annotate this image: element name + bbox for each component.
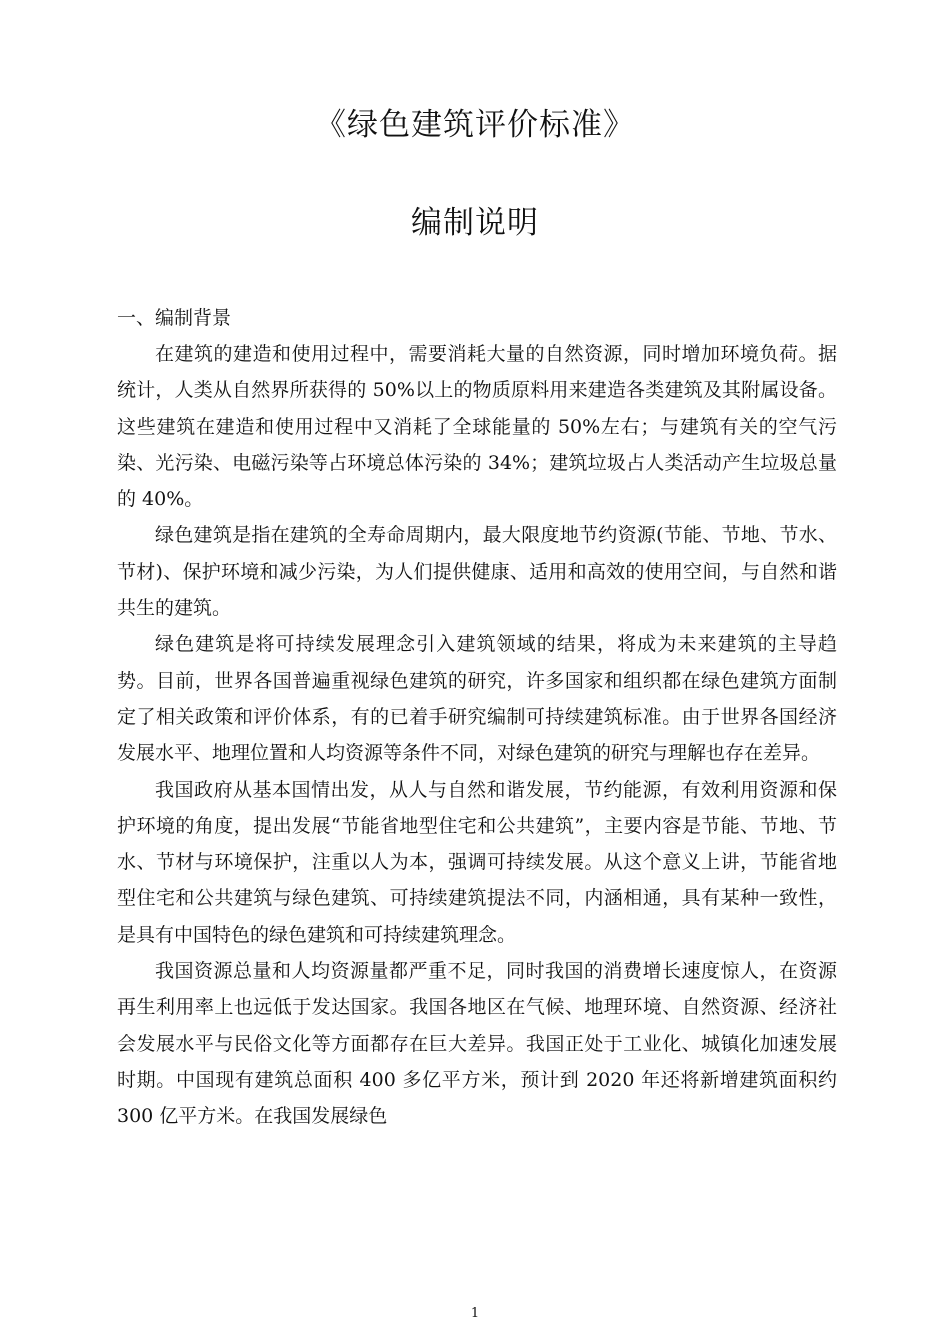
section-heading: 一、编制背景 bbox=[117, 307, 232, 329]
page-number: 1 bbox=[470, 1306, 480, 1321]
paragraph: 我国资源总量和人均资源量都严重不足，同时我国的消费增长速度惊人，在资源再生利用率上也远低于发达国家。我国各地区在气候、地理环境、自然资源、经济社会发展水平与民俗文化等方面都存在巨大差异。我国正处于工业化、城镇化加速发展时期。中国现有建筑总面积 400 多亿平方米，预计到 2020 年还将新增建筑面积约 300 亿平方米。在我国发展绿色 bbox=[117, 960, 837, 1128]
paragraph: 我国政府从基本国情出发，从人与自然和谐发展，节约能源，有效利用资源和保护环境的角度，提出发展“节能省地型住宅和公共建筑”，主要内容是节能、节地、节水、节材与环境保护，注重以人为本，强调可持续发展。从这个意义上讲，节能省地型住宅和公共建筑与绿色建筑、可持续建筑提法不同，内涵相通，具有某种一致性，是具有中国特色的绿色建筑和可持续建筑理念。 bbox=[117, 778, 837, 946]
document-body bbox=[117, 300, 837, 1135]
paragraph: 在建筑的建造和使用过程中，需要消耗大量的自然资源，同时增加环境负荷。据统计，人类从自然界所获得的 50%以上的物质原料用来建造各类建筑及其附属设备。这些建筑在建造和使用过程中又消耗了全球能量的 50%左右；与建筑有关的空气污染、光污染、电磁污染等占环境总体污染的 34%；建筑垃圾占人类活动产生垃圾总量的 40%。 bbox=[117, 343, 837, 511]
document-subtitle: 编制说明 bbox=[411, 205, 539, 241]
document-title: 《绿色建筑评价标准》 bbox=[315, 107, 635, 143]
paragraph: 绿色建筑是指在建筑的全寿命周期内，最大限度地节约资源(节能、节地、节水、节材)、保护环境和减少污染，为人们提供健康、适用和高效的使用空间，与自然和谐共生的建筑。 bbox=[117, 524, 837, 620]
paragraph: 绿色建筑是将可持续发展理念引入建筑领域的结果，将成为未来建筑的主导趋势。目前，世界各国普遍重视绿色建筑的研究，许多国家和组织都在绿色建筑方面制定了相关政策和评价体系，有的已着手研究编制可持续建筑标准。由于世界各国经济发展水平、地理位置和人均资源等条件不同，对绿色建筑的研究与理解也存在差异。 bbox=[117, 633, 837, 765]
